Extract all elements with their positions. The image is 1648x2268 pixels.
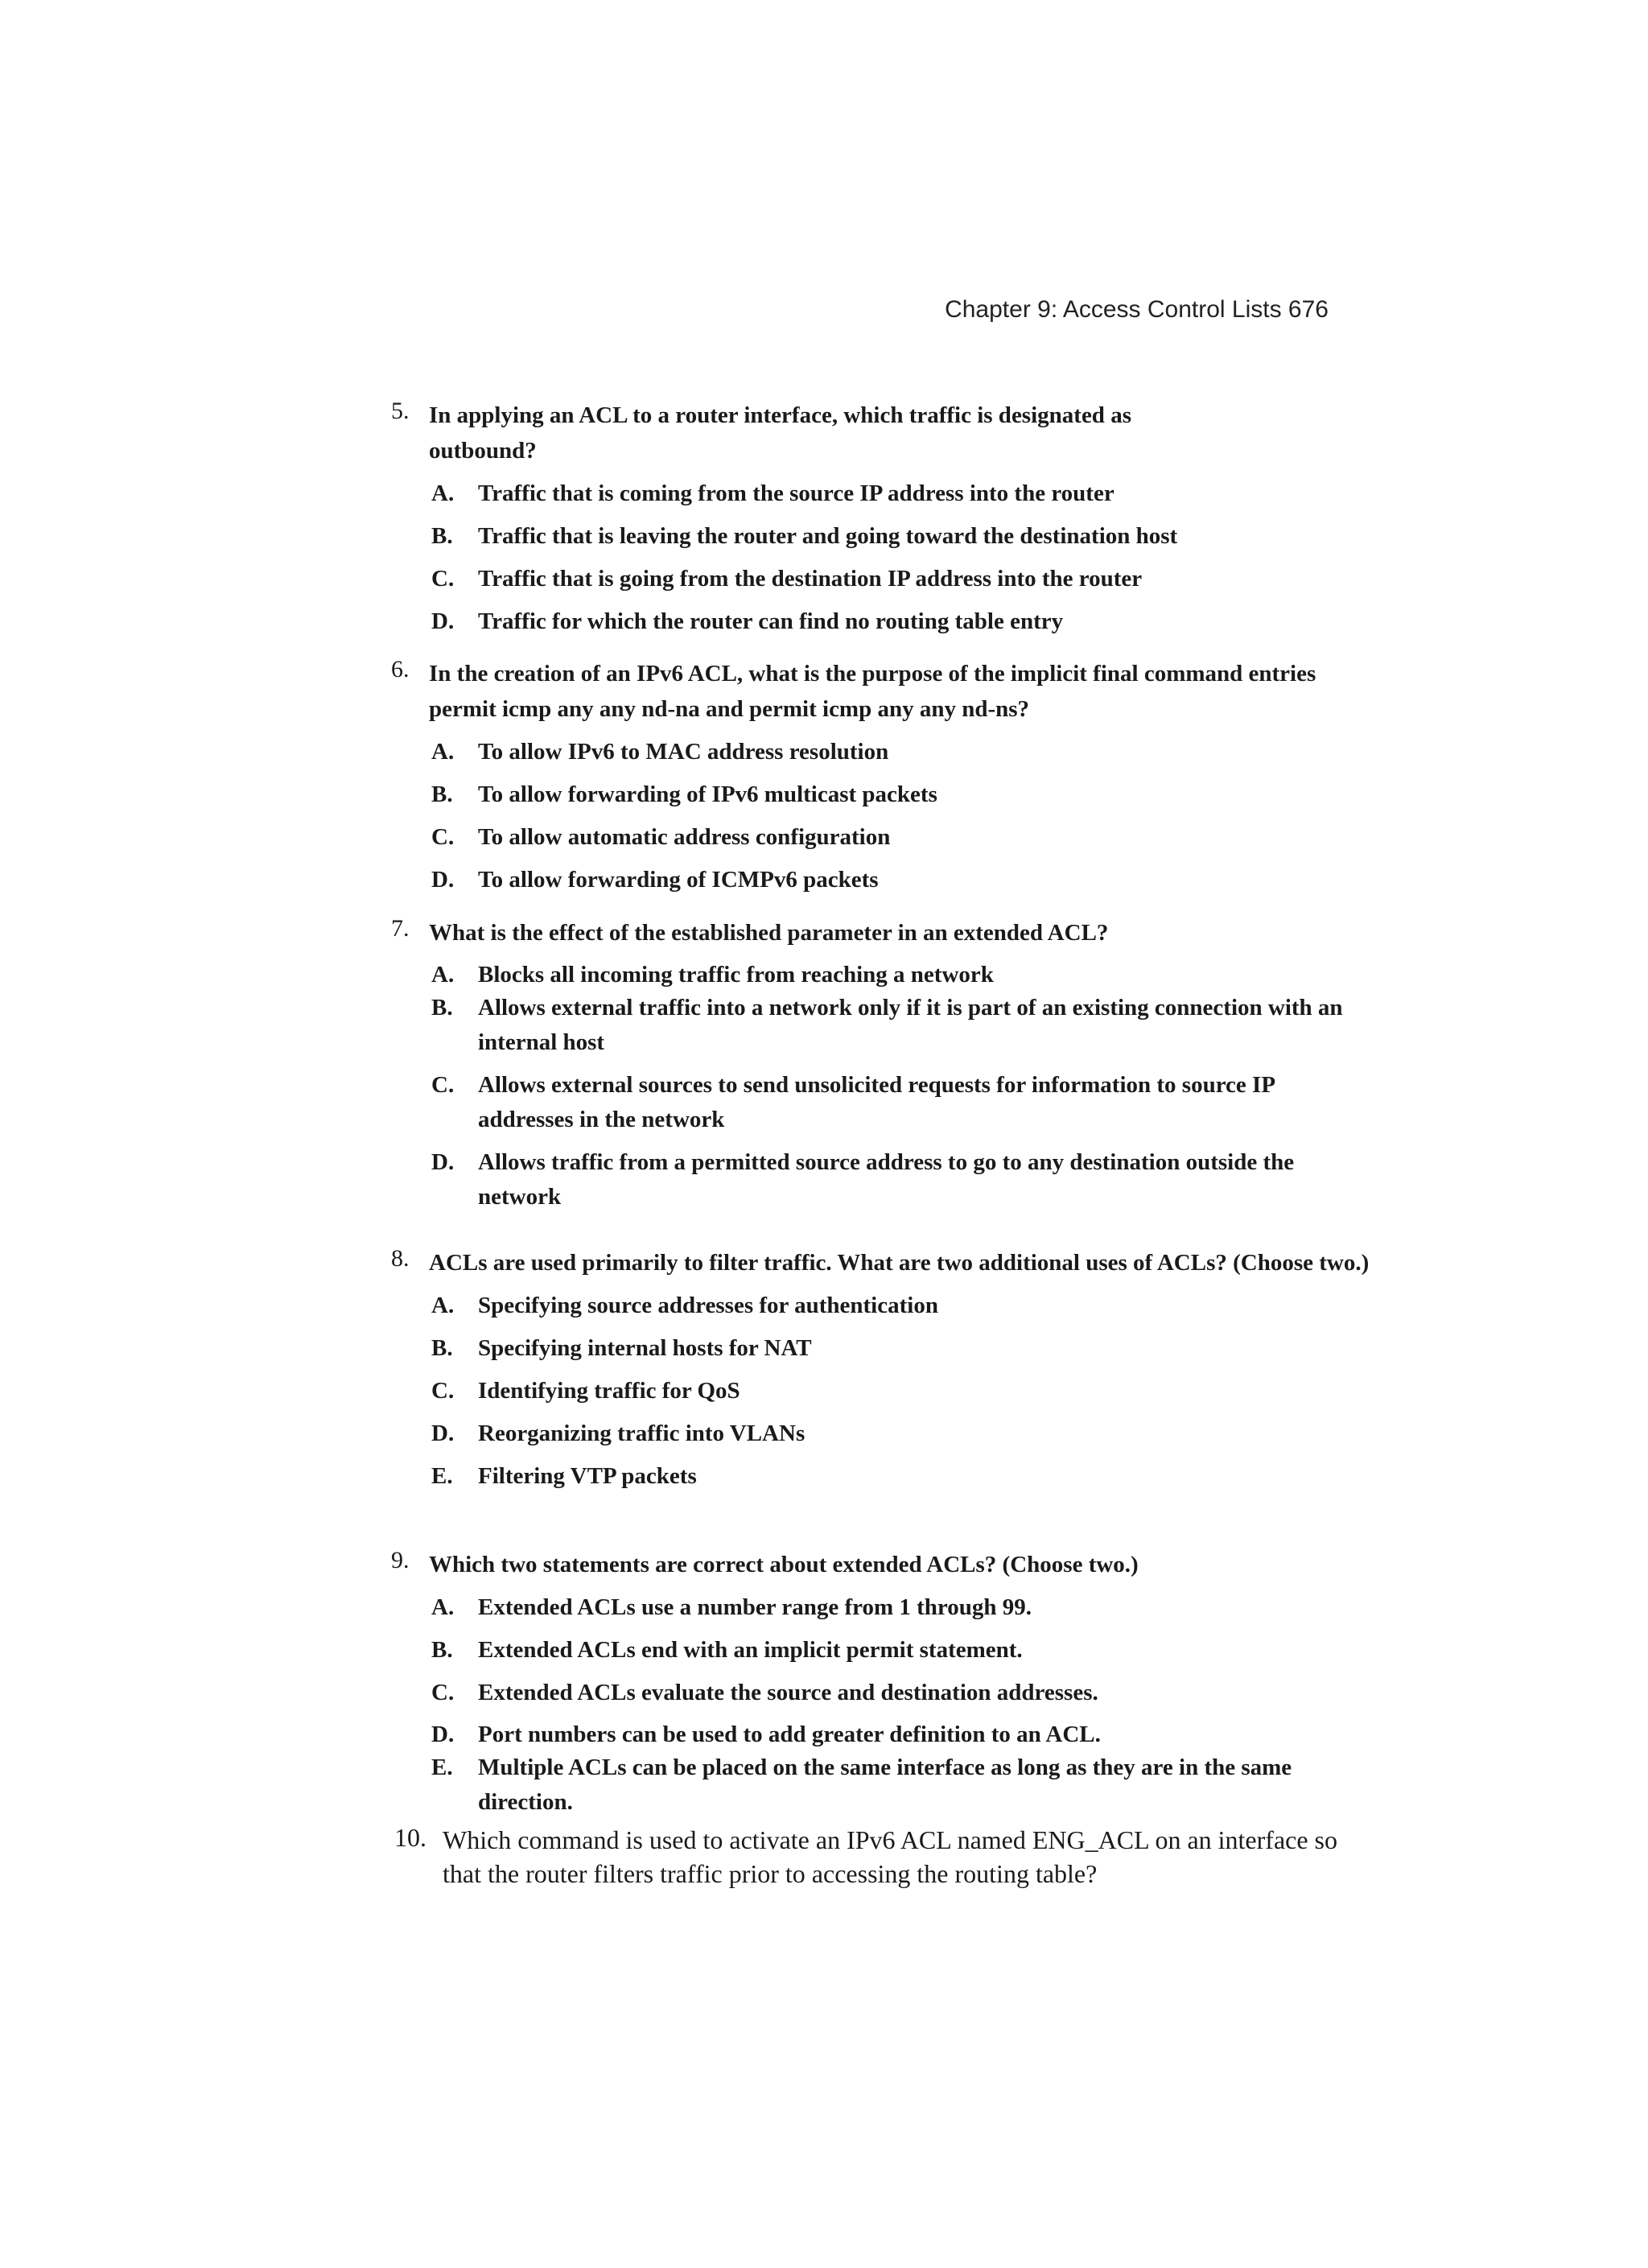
option-c: C. Identifying traffic for QoS <box>431 1378 740 1404</box>
option-e: E. Multiple ACLs can be placed on the same interface as long as they are in the same direction. <box>431 1755 1292 1815</box>
question-text: In the creation of an IPv6 ACL, what is the purpose of the implicit final command entries permit icmp any any nd-na and permit icmp any any nd-ns? <box>429 661 1316 722</box>
option-b: B. Traffic that is leaving the router and going toward the destination host <box>431 523 1178 549</box>
option-a: A. Extended ACLs use a number range from 1 through 99. <box>431 1594 1032 1620</box>
options-list <box>431 735 1373 897</box>
question-5 <box>391 398 1373 639</box>
option-d: D. Allows traffic from a permitted source address to go to any destination outside the network <box>431 1149 1295 1210</box>
question-number: 10. <box>394 1823 426 1852</box>
question-9 <box>391 1547 1373 1820</box>
question-text: In applying an ACL to a router interface, which traffic is designated as outbound? <box>429 402 1131 464</box>
question-6 <box>391 656 1373 897</box>
option-b: B. Specifying internal hosts for NAT <box>431 1335 812 1361</box>
question-number: 6. <box>391 656 410 682</box>
option-b: B. Allows external traffic into a network only if it is part of an existing connection with an internal host <box>431 995 1343 1055</box>
question-text: ACLs are used primarily to filter traffic. What are two additional uses of ACLs? (Choose two.) <box>429 1250 1370 1276</box>
options-list <box>431 959 1373 1214</box>
option-b: B. To allow forwarding of IPv6 multicast packets <box>431 781 937 807</box>
question-10 <box>394 1823 1376 1891</box>
options-list <box>431 476 1373 639</box>
question-text: Which two statements are correct about extended ACLs? (Choose two.) <box>429 1552 1139 1577</box>
question-number: 7. <box>391 915 410 942</box>
question-7 <box>391 915 1373 1214</box>
option-a: A. Blocks all incoming traffic from reaching a network <box>431 962 994 988</box>
option-c: C. Traffic that is going from the destination IP address into the router <box>431 566 1143 592</box>
question-8 <box>391 1245 1373 1494</box>
option-d: D. To allow forwarding of ICMPv6 packets <box>431 867 879 893</box>
option-b: B. Extended ACLs end with an implicit permit statement. <box>431 1637 1023 1663</box>
question-number: 9. <box>391 1547 410 1573</box>
option-e: E. Filtering VTP packets <box>431 1463 697 1489</box>
options-list <box>431 1590 1373 1820</box>
option-d: D. Traffic for which the router can find no routing table entry <box>431 608 1064 634</box>
question-text: What is the effect of the established parameter in an extended ACL? <box>429 920 1109 946</box>
question-text: Which command is used to activate an IPv6 ACL named ENG_ACL on an interface so that the router filters traffic prior to accessing the routing table? <box>443 1825 1337 1888</box>
question-number: 8. <box>391 1245 410 1272</box>
option-c: C. Allows external sources to send unsolicited requests for information to source IP addresses in the network <box>431 1072 1275 1132</box>
options-list <box>431 1289 1373 1494</box>
option-a: A. Specifying source addresses for authentication <box>431 1293 938 1318</box>
option-d: D. Port numbers can be used to add greater definition to an ACL. <box>431 1722 1101 1747</box>
page-header: Chapter 9: Access Control Lists 676 <box>945 296 1329 323</box>
option-d: D. Reorganizing traffic into VLANs <box>431 1421 805 1446</box>
option-c: C. To allow automatic address configuration <box>431 824 891 850</box>
option-c: C. Extended ACLs evaluate the source and destination addresses. <box>431 1680 1098 1705</box>
option-a: A. To allow IPv6 to MAC address resolution <box>431 739 889 765</box>
question-number: 5. <box>391 398 410 424</box>
option-a: A. Traffic that is coming from the source IP address into the router <box>431 480 1114 506</box>
